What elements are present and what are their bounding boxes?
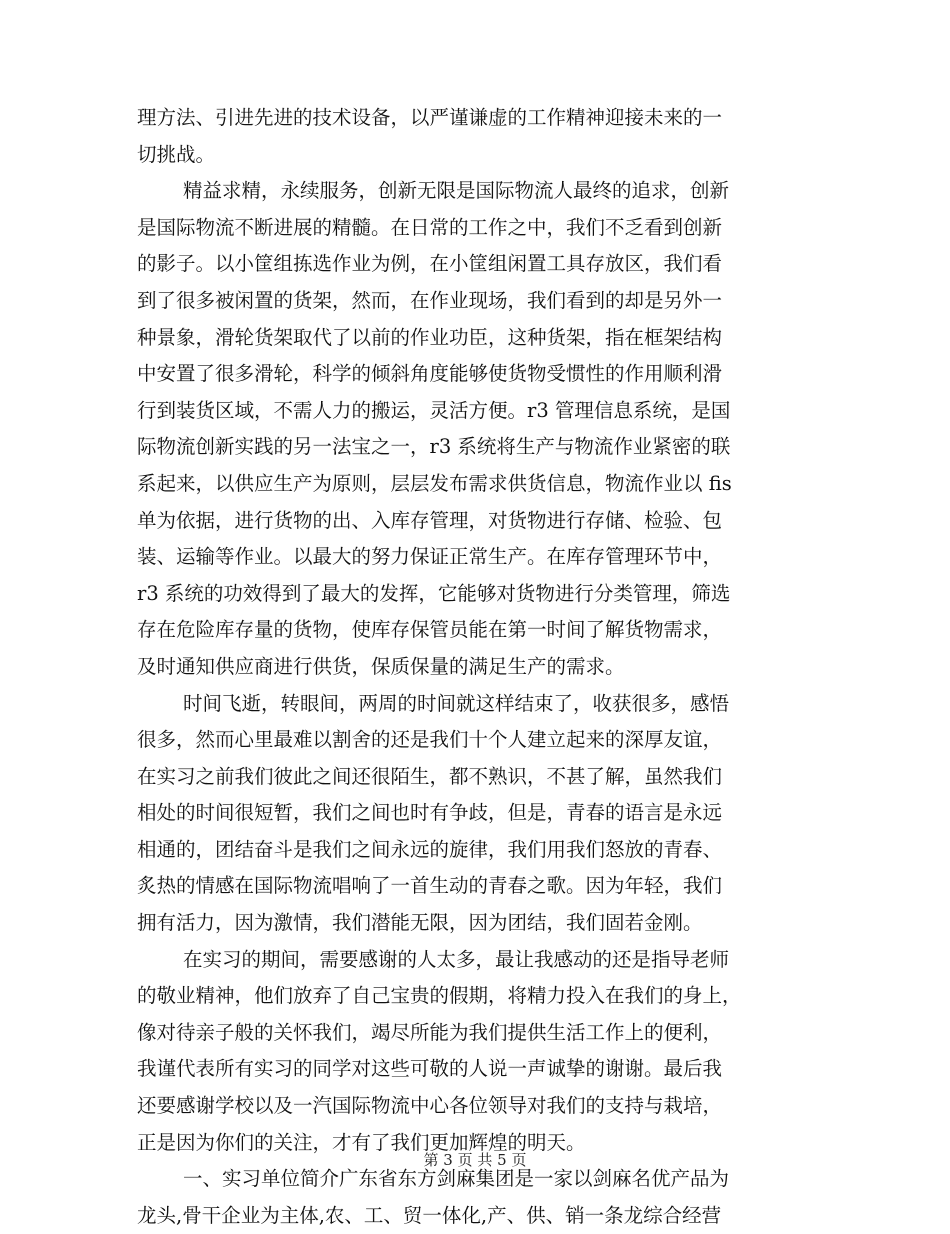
text-line: 际物流创新实践的另一法宝之一，r3 系统将生产与物流作业紧密的联 — [137, 435, 731, 459]
text-line: 是国际物流不断进展的精髓。在日常的工作之中，我们不乏看到创新 — [137, 215, 723, 239]
text-line: 中安置了很多滑轮，科学的倾斜角度能够使货物受惯性的作用顺利滑 — [137, 362, 723, 386]
text-line: 行到装货区域，不需人力的搬运，灵活方便。r3 管理信息系统，是国 — [137, 398, 731, 422]
text-line: 相通的，团结奋斗是我们之间永远的旋律，我们用我们怒放的青春、 — [137, 837, 723, 861]
text-line: 在实习的期间，需要感谢的人太多，最让我感动的还是指导老师 — [183, 947, 730, 971]
text-line: 存在危险库存量的货物，使库存保管员能在第一时间了解货物需求， — [137, 618, 723, 642]
text-line: 炙热的情感在国际物流唱响了一首生动的青春之歌。因为年轻，我们 — [137, 874, 723, 898]
text-line: 我谨代表所有实习的同学对这些可敬的人说一声诚挚的谢谢。最后我 — [137, 1057, 723, 1081]
text-line: 理方法、引进先进的技术设备，以严谨谦虚的工作精神迎接未来的一 — [137, 106, 723, 129]
text-line: 到了很多被闲置的货架，然而，在作业现场，我们看到的却是另外一 — [137, 288, 723, 312]
text-line: 精益求精，永续服务，创新无限是国际物流人最终的追求，创新 — [183, 179, 730, 203]
text-line: 单为依据，进行货物的出、入库存管理，对货物进行存储、检验、包 — [137, 508, 723, 532]
text-line: 种景象，滑轮货架取代了以前的作业功臣，这种货架，指在框架结构 — [137, 325, 723, 349]
text-line: 相处的时间很短暂，我们之间也时有争歧，但是，青春的语言是永远 — [137, 801, 723, 825]
text-line: 一、实习单位简介广东省东方剑麻集团是一家以剑麻名优产品为 — [183, 1167, 730, 1191]
text-line: 很多，然而心里最难以割舍的还是我们十个人建立起来的深厚友谊， — [137, 728, 723, 752]
text-line: 的敬业精神，他们放弃了自己宝贵的假期，将精力投入在我们的身上， — [137, 984, 742, 1008]
text-line: 在实习之前我们彼此之间还很陌生，都不熟识，不甚了解，虽然我们 — [137, 764, 723, 788]
text-line: 龙头,骨干企业为主体,农、工、贸一体化,产、供、销一条龙综合经营 — [137, 1203, 722, 1227]
text-line: 像对待亲子般的关怀我们，竭尽所能为我们提供生活工作上的便利， — [137, 1020, 723, 1044]
text-line: 装、运输等作业。以最大的努力保证正常生产。在库存管理环节中， — [137, 545, 723, 569]
text-line: 及时通知供应商进行供货，保质保量的满足生产的需求。 — [137, 654, 625, 678]
text-line: 系起来，以供应生产为原则，层层发布需求供货信息，物流作业以 fis — [137, 471, 732, 495]
text-line: r3 系统的功效得到了最大的发挥，它能够对货物进行分类管理，筛选 — [137, 581, 731, 605]
page-footer: 第 3 页 共 5 页 — [423, 1151, 527, 1169]
text-line: 还要感谢学校以及一汽国际物流中心各位领导对我们的支持与栽培， — [137, 1094, 723, 1118]
body-text — [137, 100, 817, 1234]
text-line: 正是因为你们的关注，才有了我们更加辉煌的明天。 — [137, 1130, 586, 1154]
text-line: 拥有活力，因为激情，我们潜能无限，因为团结，我们固若金刚。 — [137, 911, 703, 935]
text-line: 切挑战。 — [137, 142, 216, 166]
text-line: 的影子。以小筐组拣选作业为例，在小筐组闲置工具存放区，我们看 — [137, 252, 723, 276]
text-line: 时间飞逝，转眼间，两周的时间就这样结束了，收获很多，感悟 — [183, 691, 730, 715]
